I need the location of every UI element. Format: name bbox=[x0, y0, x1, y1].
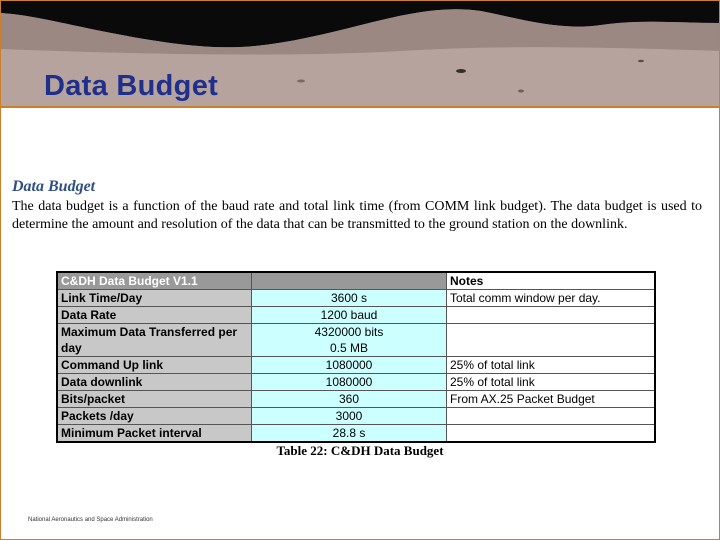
table-row bbox=[57, 391, 655, 408]
row-label: Data downlink bbox=[57, 374, 252, 391]
table-header-value bbox=[252, 272, 447, 290]
row-value: 1080000 bbox=[252, 374, 447, 391]
row-label: Link Time/Day bbox=[57, 290, 252, 307]
row-label: Minimum Packet interval bbox=[57, 425, 252, 443]
row-value-megabytes: 0.5 MB bbox=[329, 341, 368, 355]
footer-text: National Aeronautics and Space Administration bbox=[28, 517, 153, 523]
table-row bbox=[57, 290, 655, 307]
row-value: 1080000 bbox=[252, 357, 447, 374]
table-row bbox=[57, 307, 655, 324]
document-heading: Data Budget bbox=[12, 178, 96, 195]
table-caption: Table 22: C&DH Data Budget bbox=[276, 443, 444, 458]
row-note bbox=[447, 408, 656, 425]
table-header-notes: Notes bbox=[447, 272, 656, 290]
row-label: Maximum Data Transferred per day bbox=[57, 324, 252, 357]
row-note: 25% of total link bbox=[447, 357, 656, 374]
row-value: 3600 s bbox=[252, 290, 447, 307]
row-label: Bits/packet bbox=[57, 391, 252, 408]
document-paragraph: The data budget is a function of the baud rate and total link time (from COMM link budget). The data budget is used to determine the amount and resolution of the data that can be transmitted to the ground station on the downlink. bbox=[12, 199, 702, 232]
slide-title: Data Budget bbox=[44, 70, 219, 102]
row-value-bits: 4320000 bits bbox=[314, 325, 384, 339]
row-label: Command Up link bbox=[57, 357, 252, 374]
row-note: Total comm window per day. bbox=[447, 290, 656, 307]
table-header-row bbox=[57, 272, 655, 290]
row-label: Data Rate bbox=[57, 307, 252, 324]
row-note bbox=[447, 324, 656, 357]
row-value bbox=[252, 324, 447, 357]
table-row bbox=[57, 374, 655, 391]
table-row bbox=[57, 408, 655, 425]
table-header-label: C&DH Data Budget V1.1 bbox=[57, 272, 252, 290]
row-value: 1200 baud bbox=[252, 307, 447, 324]
table-row bbox=[57, 324, 655, 357]
row-note: From AX.25 Packet Budget bbox=[447, 391, 656, 408]
row-note: 25% of total link bbox=[447, 374, 656, 391]
row-note bbox=[447, 425, 656, 443]
table-row bbox=[57, 425, 655, 443]
data-budget-table bbox=[56, 271, 656, 443]
row-label: Packets /day bbox=[57, 408, 252, 425]
table-row bbox=[57, 357, 655, 374]
row-note bbox=[447, 307, 656, 324]
row-value: 3000 bbox=[252, 408, 447, 425]
row-value: 360 bbox=[252, 391, 447, 408]
banner-divider bbox=[1, 106, 719, 108]
row-value: 28.8 s bbox=[252, 425, 447, 443]
